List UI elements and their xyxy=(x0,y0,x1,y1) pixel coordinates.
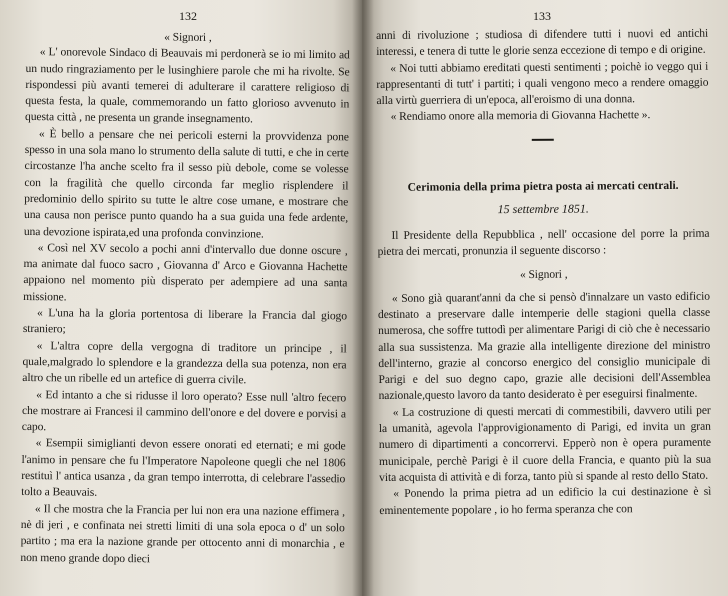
left-paragraph: « È bello a pensare che nei pericoli esterni la provvidenza pone spesso in una sola mano lo strumento della salute di tutti, e che in certe circostanze l'ha anche scelto fra il sesso più debole, come se volesse con la fragilità che quello circonda far meglio risplendere il predominio dello spirito su tutte le altre cose umane, e mostrare che una causa non perisce punto quando ha a sua guida una fede ardente, una devozione ispirata,ed una profonda convinzione. xyxy=(23,126,349,241)
right-page-number: 133 xyxy=(533,9,551,23)
left-page-number: 132 xyxy=(179,9,197,23)
left-paragraph: « Ed intanto a che si ridusse il loro operato? Esse null 'altro fecero che mostrare ai Francesi il cammino dell'onore e del dovere e porvisi a capo. xyxy=(21,387,347,434)
left-paragraph: « L'altra copre della vergogna di traditore un principe , il quale,malgrado lo splendore e la grandezza della sua potenza, non era altro che un ribelle ed un artefice di guerra civile. xyxy=(22,338,347,387)
right-paragraph: « Ponendo la prima pietra ad un edificio la cui destinazione è sì eminentemente popolare , io ho ferma speranza che con xyxy=(379,484,712,517)
section-heading: Cerimonia della prima pietra posta ai mercati centrali. xyxy=(407,178,679,194)
left-paragraph: « L' onorevole Sindaco di Beauvais mi perdonerà se io mi limito ad un nudo ringraziamento per le lusinghiere parole che mi ha rivolte. Se rispondessi più avanti temerei di adulterare il carattere religioso di questa festa, la quale, commemorando un fatto glorioso avvenuto in questa città , ne presenta un grande insegnamento. xyxy=(25,45,350,126)
right-paragraph: « La costruzione di questi mercati di commestibili, davvero utili per la umanità, agevola l'approvigionamento di Parigi, ed invita un gran numero di dipartimenti a concorrervi. Epperò non è opera puramente municipale, perchè Parigi è il cuore della Francia, e quanto più la sua vita acquista di attività e di forza, tanto più si spande al resto dello Stato. xyxy=(378,403,712,484)
left-paragraph: « L'una ha la gloria portentosa di liberare la Francia dal giogo straniero; xyxy=(22,306,348,336)
left-page xyxy=(0,0,362,596)
left-paragraph: « Esempii simiglianti devon essere onorati ed eternati; e mi gode l'animo in pensare che fu l'Imperatore Napoleone quegli che nel 1806 restituì l' antica usanza , da gran tempo interrotta, di celebrare l'assedio tolto a Beauvais. xyxy=(21,436,346,500)
right-paragraph: « Sono già quarant'anni da che si pensò d'innalzare un vasto edificio destinato a preservare dalle intemperie delle stagioni quella classe numerosa, che soffre tuttodì per alimentare Parigi di ciò che è necessario alla sua sussistenza. Ma grazie alla intelligente direzione del ministro dell'interno, grazie al concorso energico del consiglio municipale di Parigi e del suo degno capo, grazie alle decisioni dell'Assemblea nazionale,questo lavoro da tanto desiderato è per eseguirsi finalmente. xyxy=(377,289,711,403)
right-page xyxy=(362,0,728,596)
right-paragraph: « Noi tutti abbiamo ereditati questi sentimenti ; poichè io veggo qui i rappresentanti di tutt' i partiti; i quali vengono meco a rendere omaggio alla virtù guerriera di un'epoca, all'eroismo di una donna. xyxy=(376,59,709,108)
left-salutation: « Signori , xyxy=(164,30,212,44)
right-paragraph: anni di rivoluzione ; studiosa di difendere tutti i nuovi ed antichi interessi, e tenera di tutte le glorie senza eccezione di tempo e di origine. xyxy=(376,26,709,59)
section-divider xyxy=(532,139,554,141)
left-page-text xyxy=(20,28,350,569)
right-page-text xyxy=(376,26,711,519)
left-paragraph: « Il che mostra che la Francia per lui non era una nazione effimera , nè di jeri , e confinata nei stretti limiti di una sola epoca o d' un solo partito ; ma era la nazione grande per ottocento anni di monarchia , e non meno grande dopo dieci xyxy=(20,501,346,565)
section-date: 15 settembre 1851. xyxy=(497,201,589,216)
right-paragraph: « Rendiamo onore alla memoria di Giovanna Hachette ». xyxy=(390,108,651,124)
right-salutation: « Signori , xyxy=(519,268,568,282)
speech-intro: Il Presidente della Repubblica , nell' occasione del porre la prima pietra dei mercati, pronunzia il seguente discorso : xyxy=(377,226,710,259)
left-paragraph: « Così nel XV secolo a pochi anni d'intervallo due donne oscure , ma animate dal fuoco sacro , Giovanna d' Arco e Giovanna Hachette appaiono nel momento più disperato per adempiere ad una santa missione. xyxy=(23,240,348,304)
